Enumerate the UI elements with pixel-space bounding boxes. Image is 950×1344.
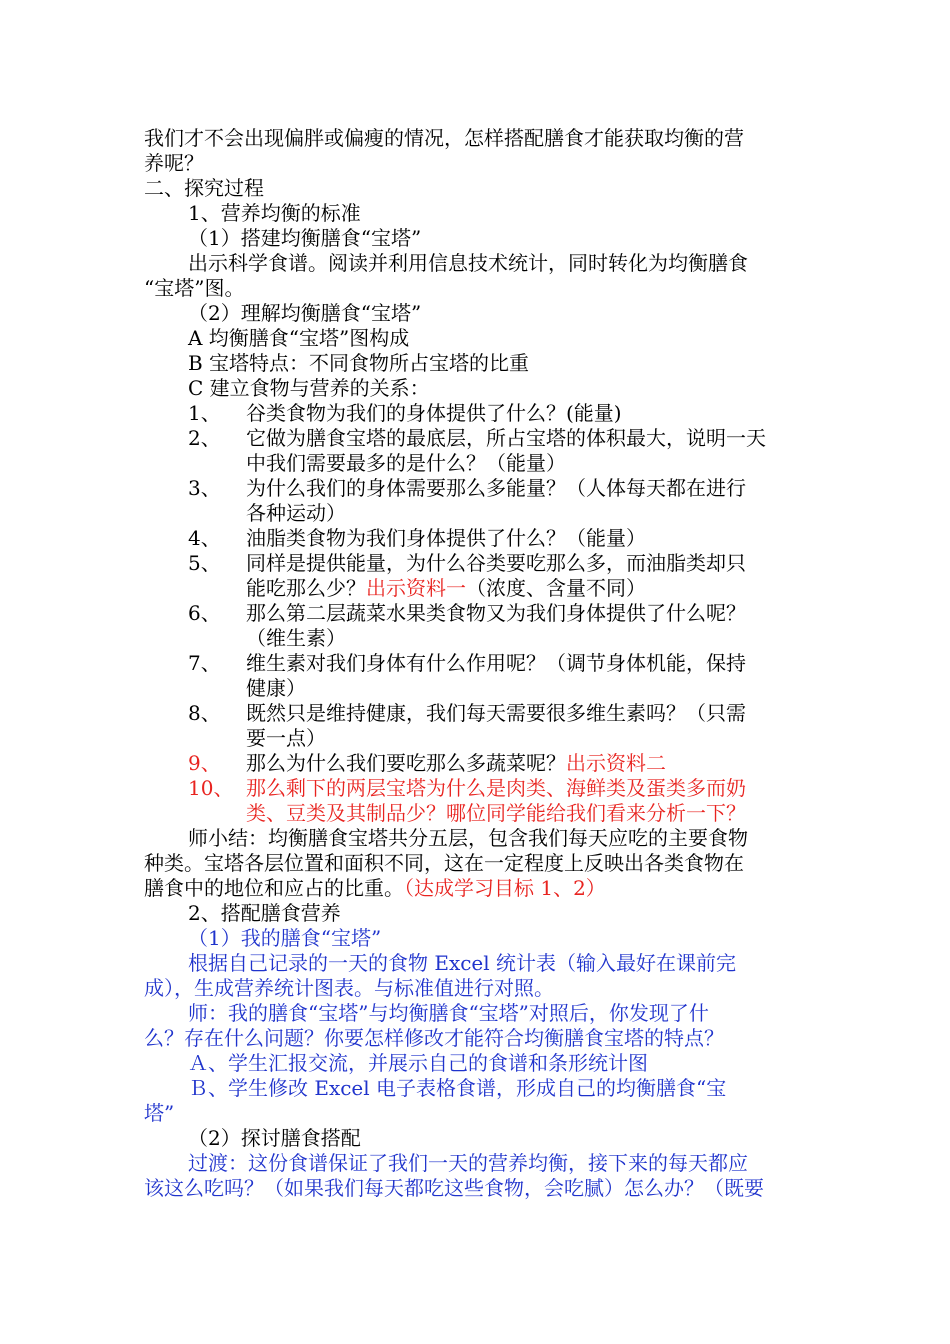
question-text-cont: 中我们需要最多的是什么？（能量） bbox=[246, 451, 566, 475]
part2-heading: 2、搭配膳食营养 bbox=[188, 901, 341, 925]
part2-sub1-line-1: 根据自己记录的一天的食物 Excel 统计表（输入最好在课前完 bbox=[188, 951, 737, 975]
question-text: 油脂类食物为我们身体提供了什么？（能量） bbox=[246, 526, 646, 550]
question-text-cont: 类、豆类及其制品少？哪位同学能给我们看来分析一下？ bbox=[246, 801, 746, 825]
question-text: 谷类食物为我们的身体提供了什么？(能量) bbox=[246, 401, 622, 425]
question-text-part: 能吃那么少？ bbox=[246, 576, 366, 600]
part1-sub1-line-2: “宝塔”图。 bbox=[144, 276, 245, 300]
question-number: 4、 bbox=[188, 526, 221, 550]
material-reference-2: 出示资料二 bbox=[566, 751, 666, 775]
part1-sub1-heading: （1）搭建均衡膳食“宝塔” bbox=[188, 226, 422, 250]
question-answer: （浓度、含量不同） bbox=[466, 576, 646, 600]
item-a: A 均衡膳食“宝塔”图构成 bbox=[188, 326, 410, 350]
intro-line-1: 我们才不会出现偏胖或偏瘦的情况，怎样搭配膳食才能获取均衡的营 bbox=[144, 126, 744, 150]
question-text-part: 那么为什么我们要吃那么多蔬菜呢？ bbox=[246, 751, 566, 775]
question-number: 6、 bbox=[188, 601, 221, 625]
material-reference-1: 出示资料一 bbox=[366, 576, 466, 600]
intro-line-2: 养呢？ bbox=[144, 151, 204, 175]
question-text-cont: 要一点） bbox=[246, 726, 326, 750]
question-number: 1、 bbox=[188, 401, 221, 425]
question-number: 3、 bbox=[188, 476, 221, 500]
part2-sub1-heading: （1）我的膳食“宝塔” bbox=[188, 926, 382, 950]
question-text-cont: 各种运动） bbox=[246, 501, 346, 525]
question-number: 9、 bbox=[188, 751, 221, 775]
question-text: 同样是提供能量，为什么谷类要吃那么多，而油脂类却只 bbox=[246, 551, 746, 575]
question-text: 它做为膳食宝塔的最底层，所占宝塔的体积最大，说明一天 bbox=[246, 426, 766, 450]
question-number: 5、 bbox=[188, 551, 221, 575]
transition-line-1: 过渡：这份食谱保证了我们一天的营养均衡，接下来的每天都应 bbox=[188, 1151, 748, 1175]
question-text bbox=[246, 751, 666, 776]
part1-sub2-heading: （2）理解均衡膳食“宝塔” bbox=[188, 301, 422, 325]
question-text-cont: （维生素） bbox=[246, 626, 346, 650]
summary-line-1: 师小结：均衡膳食宝塔共分五层，包含我们每天应吃的主要食物 bbox=[188, 826, 748, 850]
item-c: C 建立食物与营养的关系： bbox=[188, 376, 430, 400]
summary-text: 膳食中的地位和应占的比重。 bbox=[144, 876, 404, 900]
question-number: 8、 bbox=[188, 701, 221, 725]
summary-line-3 bbox=[144, 876, 606, 901]
summary-line-2: 种类。宝塔各层位置和面积不同，这在一定程度上反映出各类食物在 bbox=[144, 851, 744, 875]
activity-a: Ａ、学生汇报交流，并展示自己的食谱和条形统计图 bbox=[188, 1051, 648, 1075]
question-text: 既然只是维持健康，我们每天需要很多维生素吗？（只需 bbox=[246, 701, 746, 725]
part1-sub1-line-1: 出示科学食谱。阅读并利用信息技术统计，同时转化为均衡膳食 bbox=[188, 251, 748, 275]
item-b: B 宝塔特点：不同食物所占宝塔的比重 bbox=[188, 351, 530, 375]
question-number: 10、 bbox=[188, 776, 234, 800]
part1-heading: 1、营养均衡的标准 bbox=[188, 201, 361, 225]
teacher-question-line-2: 么？存在什么问题？你要怎样修改才能符合均衡膳食宝塔的特点？ bbox=[144, 1026, 724, 1050]
question-text: 维生素对我们身体有什么作用呢？（调节身体机能，保持 bbox=[246, 651, 746, 675]
activity-b-line-2: 塔” bbox=[144, 1101, 175, 1125]
part2-sub2-heading: （2）探讨膳食搭配 bbox=[188, 1126, 361, 1150]
transition-line-2: 该这么吃吗？（如果我们每天都吃这些食物，会吃腻）怎么办？（既要 bbox=[144, 1176, 764, 1200]
activity-b-line-1: Ｂ、学生修改 Excel 电子表格食谱，形成自己的均衡膳食“宝 bbox=[188, 1076, 727, 1100]
question-text: 那么剩下的两层宝塔为什么是肉类、海鲜类及蛋类多而奶 bbox=[246, 776, 746, 800]
question-text-cont: 健康） bbox=[246, 676, 306, 700]
question-text: 那么第二层蔬菜水果类食物又为我们身体提供了什么呢？ bbox=[246, 601, 746, 625]
question-text: 为什么我们的身体需要那么多能量？（人体每天都在进行 bbox=[246, 476, 746, 500]
question-number: 2、 bbox=[188, 426, 221, 450]
teacher-question-line-1: 师：我的膳食“宝塔”与均衡膳食“宝塔”对照后，你发现了什 bbox=[188, 1001, 709, 1025]
learning-goal-note: （达成学习目标 1、2） bbox=[404, 876, 606, 900]
part2-sub1-line-2: 成），生成营养统计图表。与标准值进行对照。 bbox=[144, 976, 554, 1000]
question-text-cont bbox=[246, 576, 646, 601]
question-number: 7、 bbox=[188, 651, 221, 675]
section-heading: 二、探究过程 bbox=[144, 176, 264, 200]
